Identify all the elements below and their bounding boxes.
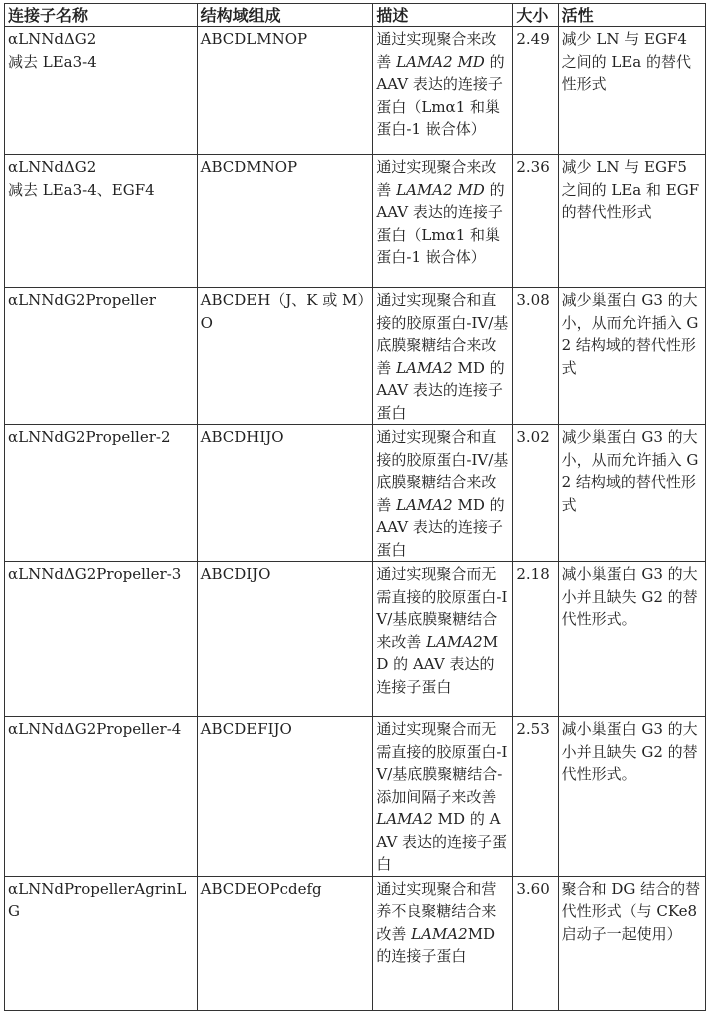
cell-description	[373, 27, 513, 155]
cell-linker-name	[5, 288, 198, 425]
cell-size: 3.60	[513, 876, 558, 1010]
cell-linker-name	[5, 425, 198, 562]
linker-name-line1: αLNNdG2Propeller-2	[8, 428, 171, 446]
linker-name-line1: αLNNdΔG2Propeller-3	[8, 565, 182, 583]
cell-description	[373, 155, 513, 288]
linker-table	[4, 3, 706, 1011]
header-activity: 活性	[558, 4, 705, 27]
table-row	[5, 155, 706, 288]
gene-name: LAMA2	[411, 924, 468, 943]
header-row	[5, 4, 706, 27]
gene-name: LAMA2	[426, 632, 483, 651]
description-text: 通过实现聚合而无需直接的胶原蛋白-IV/基底膜聚糖结合-添加间隔子来改善	[376, 720, 508, 806]
linker-name-line1: αLNNdΔG2	[8, 158, 97, 176]
linker-name-line1: αLNNdΔG2	[8, 30, 97, 48]
table-row	[5, 27, 706, 155]
description-text: MD 的 AAV 表达的连接子蛋白	[376, 810, 508, 873]
cell-domains: ABCDEH（J、K 或 M）O	[197, 288, 373, 425]
description-text: 通过实现聚合来改善	[376, 158, 497, 199]
cell-linker-name	[5, 876, 198, 1010]
cell-linker-name	[5, 717, 198, 877]
cell-activity: 减小巢蛋白 G3 的大小并且缺失 G2 的替代性形式。	[558, 717, 705, 877]
cell-domains: ABCDMNOP	[197, 155, 373, 288]
cell-size: 3.02	[513, 425, 558, 562]
linker-name-line1: αLNNdPropellerAgrinLG	[8, 879, 187, 920]
cell-activity: 减少巢蛋白 G3 的大小，从而允许插入 G2 结构域的替代性形式	[558, 425, 705, 562]
description-text: 的 AAV 表达的连接子蛋白（Lmα1 和巢蛋白-1 嵌合体）	[376, 52, 505, 138]
cell-size: 2.53	[513, 717, 558, 877]
description-text: 的 AAV 表达的连接子蛋白（Lmα1 和巢蛋白-1 嵌合体）	[376, 180, 505, 266]
header-linker-name: 连接子名称	[5, 4, 198, 27]
table-row	[5, 562, 706, 717]
cell-activity: 减少巢蛋白 G3 的大小，从而允许插入 G2 结构域的替代性形式	[558, 288, 705, 425]
gene-name: LAMA2 MD	[396, 52, 485, 71]
description-text: MD 的 AAV 表达的连接子蛋白	[376, 358, 505, 422]
cell-size: 3.08	[513, 288, 558, 425]
cell-activity: 聚合和 DG 结合的替代性形式（与 CKe8 启动子一起使用）	[558, 876, 705, 1010]
gene-name: LAMA2	[396, 495, 453, 514]
description-text: MD 的 AAV 表达的连接子蛋白	[376, 495, 505, 559]
cell-domains: ABCDIJO	[197, 562, 373, 717]
description-text: 通过实现聚合来改善	[376, 30, 497, 71]
cell-size: 2.36	[513, 155, 558, 288]
table-row	[5, 876, 706, 1010]
linker-name-line2: 减去 LEa3-4、EGF4	[8, 180, 155, 199]
cell-description	[373, 425, 513, 562]
header-size: 大小	[513, 4, 558, 27]
cell-linker-name	[5, 27, 198, 155]
description-text: 通过实现聚合和直接的胶原蛋白-IV/基底膜聚糖结合来改善	[376, 428, 509, 514]
cell-domains: ABCDLMNOP	[197, 27, 373, 155]
cell-linker-name	[5, 562, 198, 717]
description-text: 通过实现聚合和营养不良聚糖结合来改善	[376, 879, 497, 943]
cell-domains: ABCDHIJO	[197, 425, 373, 562]
cell-domains: ABCDEOPcdefg	[197, 876, 373, 1010]
cell-activity: 减少 LN 与 EGF5 之间的 LEa 和 EGF 的替代性形式	[558, 155, 705, 288]
linker-name-line2: 减去 LEa3-4	[8, 52, 97, 71]
gene-name: LAMA2	[376, 810, 433, 828]
cell-activity: 减少 LN 与 EGF4 之间的 LEa 的替代性形式	[558, 27, 705, 155]
table-row	[5, 288, 706, 425]
table-row	[5, 425, 706, 562]
description-text: 通过实现聚合而无需直接的胶原蛋白-IV/基底膜聚糖结合来改善	[376, 565, 508, 651]
linker-name-line1: αLNNdΔG2Propeller-4	[8, 720, 182, 738]
cell-description	[373, 717, 513, 877]
cell-activity: 减小巢蛋白 G3 的大小并且缺失 G2 的替代性形式。	[558, 562, 705, 717]
gene-name: LAMA2 MD	[396, 180, 485, 199]
header-domain-composition: 结构域组成	[197, 4, 373, 27]
cell-description	[373, 876, 513, 1010]
description-text: MD 的连接子蛋白	[376, 924, 496, 965]
header-description: 描述	[373, 4, 513, 27]
cell-description	[373, 288, 513, 425]
table-row	[5, 717, 706, 877]
description-text: MD 的 AAV 表达的连接子蛋白	[376, 632, 499, 696]
gene-name: LAMA2	[396, 358, 453, 377]
description-text: 通过实现聚合和直接的胶原蛋白-IV/基底膜聚糖结合来改善	[376, 291, 509, 377]
cell-linker-name	[5, 155, 198, 288]
cell-size: 2.49	[513, 27, 558, 155]
linker-name-line1: αLNNdG2Propeller	[8, 291, 156, 309]
cell-domains: ABCDEFIJO	[197, 717, 373, 877]
cell-description	[373, 562, 513, 717]
cell-size: 2.18	[513, 562, 558, 717]
